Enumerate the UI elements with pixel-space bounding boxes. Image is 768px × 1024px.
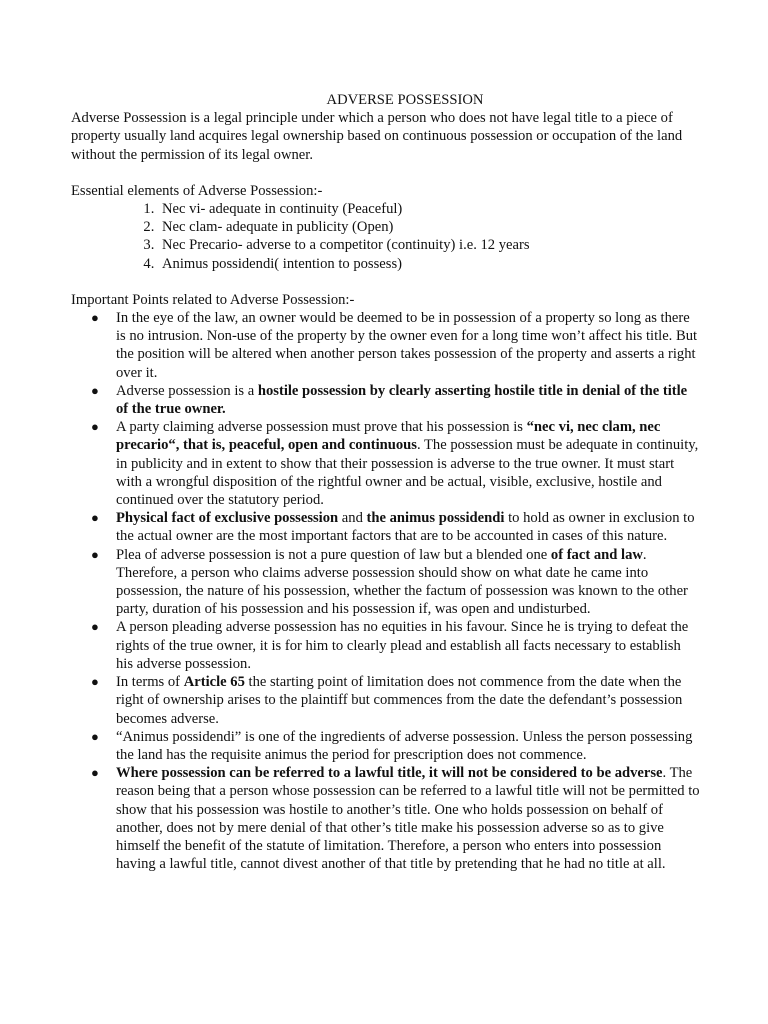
list-item (91, 382, 701, 418)
list-item: 4. Animus possidendi( intention to possess) (158, 255, 701, 273)
list-item (91, 418, 701, 509)
point-text: to hold as owner in exclusion to the actual owner are the most important factors that are to be accounted in cases of this nature. (116, 510, 695, 545)
point-text-bold: Physical fact of exclusive possession (116, 510, 339, 527)
point-text: A party claiming adverse possession must prove that his possession is (116, 419, 527, 436)
document-page (71, 91, 701, 873)
bullet-icon: ● (91, 419, 99, 435)
bullet-icon: ● (91, 619, 99, 635)
intro-paragraph: Adverse Possession is a legal principle under which a person who does not have legal title to a piece of property usually land acquires legal ownership based on continuous possession or occupation of the land without the permission of its legal owner. (71, 110, 683, 163)
bullet-icon: ● (91, 510, 99, 526)
point-text: Plea of adverse possession is not a pure question of law but a blended one (116, 546, 551, 563)
point-text: the starting point of limitation does not commence from the date when the right of ownership arises to the plaintiff but commences from the date the defendant’s possession becomes adverse. (116, 674, 683, 727)
point-text: and (338, 510, 367, 527)
point-text: In terms of (116, 674, 184, 691)
list-item: 2. Nec clam- adequate in publicity (Open) (158, 218, 701, 236)
bullet-icon: ● (91, 382, 99, 398)
list-item (91, 546, 701, 619)
elements-heading: Essential elements of Adverse Possession:- (71, 182, 323, 199)
list-item: 3. Nec Precario- adverse to a competitor (continuity) i.e. 12 years (158, 236, 701, 254)
point-text: . The reason being that a person whose possession can be referred to a lawful title will not be permitted to show that his possession was hostile to another’s title. One who holds possession on behalf of another, does not by mere denial of that other’s title make his possession adverse so as to give himself the benefit of the statute of limitation. Therefore, a person who enters into possession having a lawful title, cannot divest another of that title by pretending that he had no title at all. (116, 765, 700, 873)
list-item (91, 509, 701, 545)
bullet-icon: ● (91, 728, 99, 744)
point-text-bold: Where possession can be referred to a lawful title, it will not be considered to be adverse (116, 765, 663, 782)
point-text: Adverse possession is a (116, 382, 258, 399)
point-text-bold: “nec vi, nec clam, nec precario“, that is, peaceful, open and continuous (116, 419, 661, 454)
point-text: A person pleading adverse possession has no equities in his favour. Since he is trying to defeat the rights of the true owner, it is for him to clearly plead and establish all facts necessary to establish his adverse possession. (116, 619, 689, 672)
point-text-bold: hostile possession by clearly asserting hostile title in denial of the title of the true owner. (116, 382, 688, 418)
list-item (91, 618, 701, 673)
point-text: In the eye of the law, an owner would be deemed to be in possession of a property so long as there is no intrusion. Non-use of the property by the owner even for a long time won’t affect his title. But the position will be altered when another person takes possession of the property and asserts a right over it. (116, 310, 698, 381)
bullet-icon: ● (91, 765, 99, 781)
bullet-icon: ● (91, 674, 99, 690)
point-text-bold: Article 65 (183, 674, 245, 691)
point-text: “Animus possidendi” is one of the ingredients of adverse possession. Unless the person possessing the land has the requisite animus the period for prescription does not commence. (116, 728, 693, 763)
points-heading: Important Points related to Adverse Possession:- (71, 291, 355, 308)
list-item (91, 764, 701, 873)
bullet-icon: ● (91, 546, 99, 562)
point-text-bold: the animus possidendi (366, 510, 505, 527)
list-item (91, 673, 701, 728)
list-item (91, 309, 701, 382)
point-text: . The possession must be adequate in continuity, in publicity and in extent to show that their possession is adverse to the true owner. It must start with a wrongful disposition of the rightful owner and be actual, visible, exclusive, hostile and continued over the statutory period. (116, 437, 699, 509)
points-list (71, 309, 701, 873)
point-text: . Therefore, a person who claims adverse possession should show on what date he came into possession, the nature of his possession, whether the factum of possession was known to the other party, duration of his possession and his possession if, was open and undisturbed. (116, 546, 688, 618)
list-item (91, 728, 701, 764)
bullet-icon: ● (91, 310, 99, 326)
document-title: ADVERSE POSSESSION (326, 92, 484, 108)
elements-list (71, 200, 701, 273)
point-text-bold: of fact and law (550, 546, 643, 563)
list-item: 1. Nec vi- adequate in continuity (Peaceful) (158, 200, 701, 218)
